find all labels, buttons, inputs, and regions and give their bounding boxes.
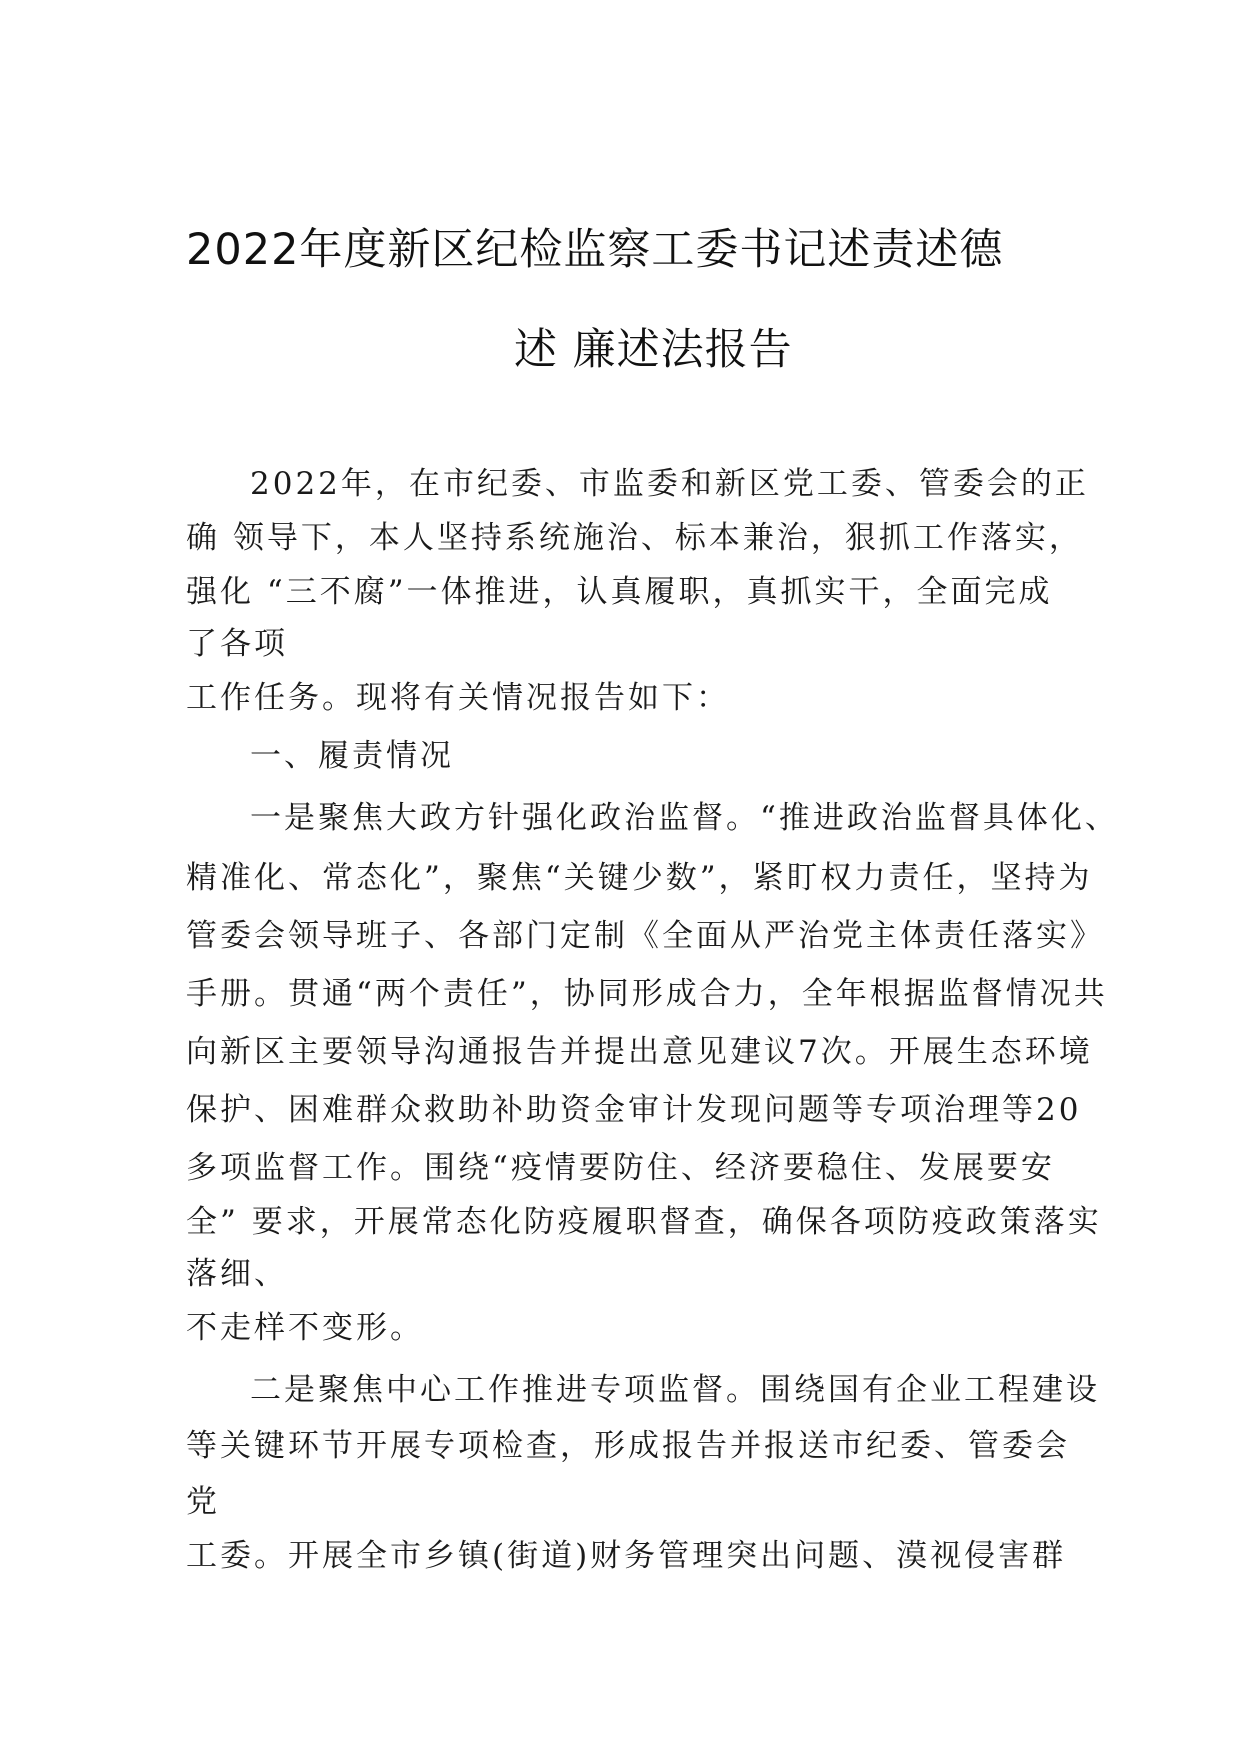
- paragraph-line: 确 领导下，本人坚持系统施治、标本兼治，狠抓工作落实，: [186, 520, 1083, 556]
- paragraph-line: 了各项: [186, 626, 288, 662]
- section-heading: 一、履责情况: [250, 738, 454, 774]
- paragraph-line: 向新区主要领导沟通报告并提出意见建议7次。开展生态环境: [186, 1034, 1093, 1070]
- paragraph-line: 多项监督工作。围绕“疫情要防住、经济要稳住、发展要安: [186, 1150, 1055, 1186]
- paragraph-line: 落细、: [186, 1256, 288, 1292]
- paragraph-line: 手册。贯通“两个责任”，协同形成合力，全年根据监督情况共: [186, 976, 1108, 1012]
- paragraph-line: 一是聚焦大政方针强化政治监督。“推进政治监督具体化、: [250, 800, 1119, 836]
- paragraph-line: 保护、困难群众救助补助资金审计发现问题等专项治理等20: [186, 1092, 1082, 1128]
- title-line-2: 述 廉述法报告: [514, 325, 793, 375]
- paragraph-line: 2022年，在市纪委、市监委和新区党工委、管委会的正: [250, 466, 1089, 502]
- paragraph-line: 管委会领导班子、各部门定制《全面从严治党主体责任落实》: [186, 918, 1104, 954]
- paragraph-line: 工委。开展全市乡镇(街道)财务管理突出问题、漠视侵害群: [186, 1538, 1067, 1574]
- paragraph-line: 党: [186, 1484, 220, 1520]
- paragraph-line: 强化 “三不腐”一体推进，认真履职，真抓实干，全面完成: [186, 574, 1053, 610]
- paragraph-line: 不走样不变形。: [186, 1310, 424, 1346]
- title-line-1: 2022年度新区纪检监察工委书记述责述德: [186, 225, 1004, 275]
- paragraph-line: 精准化、常态化”，聚焦“关键少数”，紧盯权力责任，坚持为: [186, 860, 1093, 896]
- paragraph-line: 等关键环节开展专项检查，形成报告并报送市纪委、管委会: [186, 1428, 1070, 1464]
- paragraph-line: 工作任务。现将有关情况报告如下：: [186, 680, 730, 716]
- paragraph-line: 二是聚焦中心工作推进专项监督。围绕国有企业工程建设: [250, 1372, 1100, 1408]
- paragraph-line: 全” 要求，开展常态化防疫履职督查，确保各项防疫政策落实: [186, 1204, 1102, 1240]
